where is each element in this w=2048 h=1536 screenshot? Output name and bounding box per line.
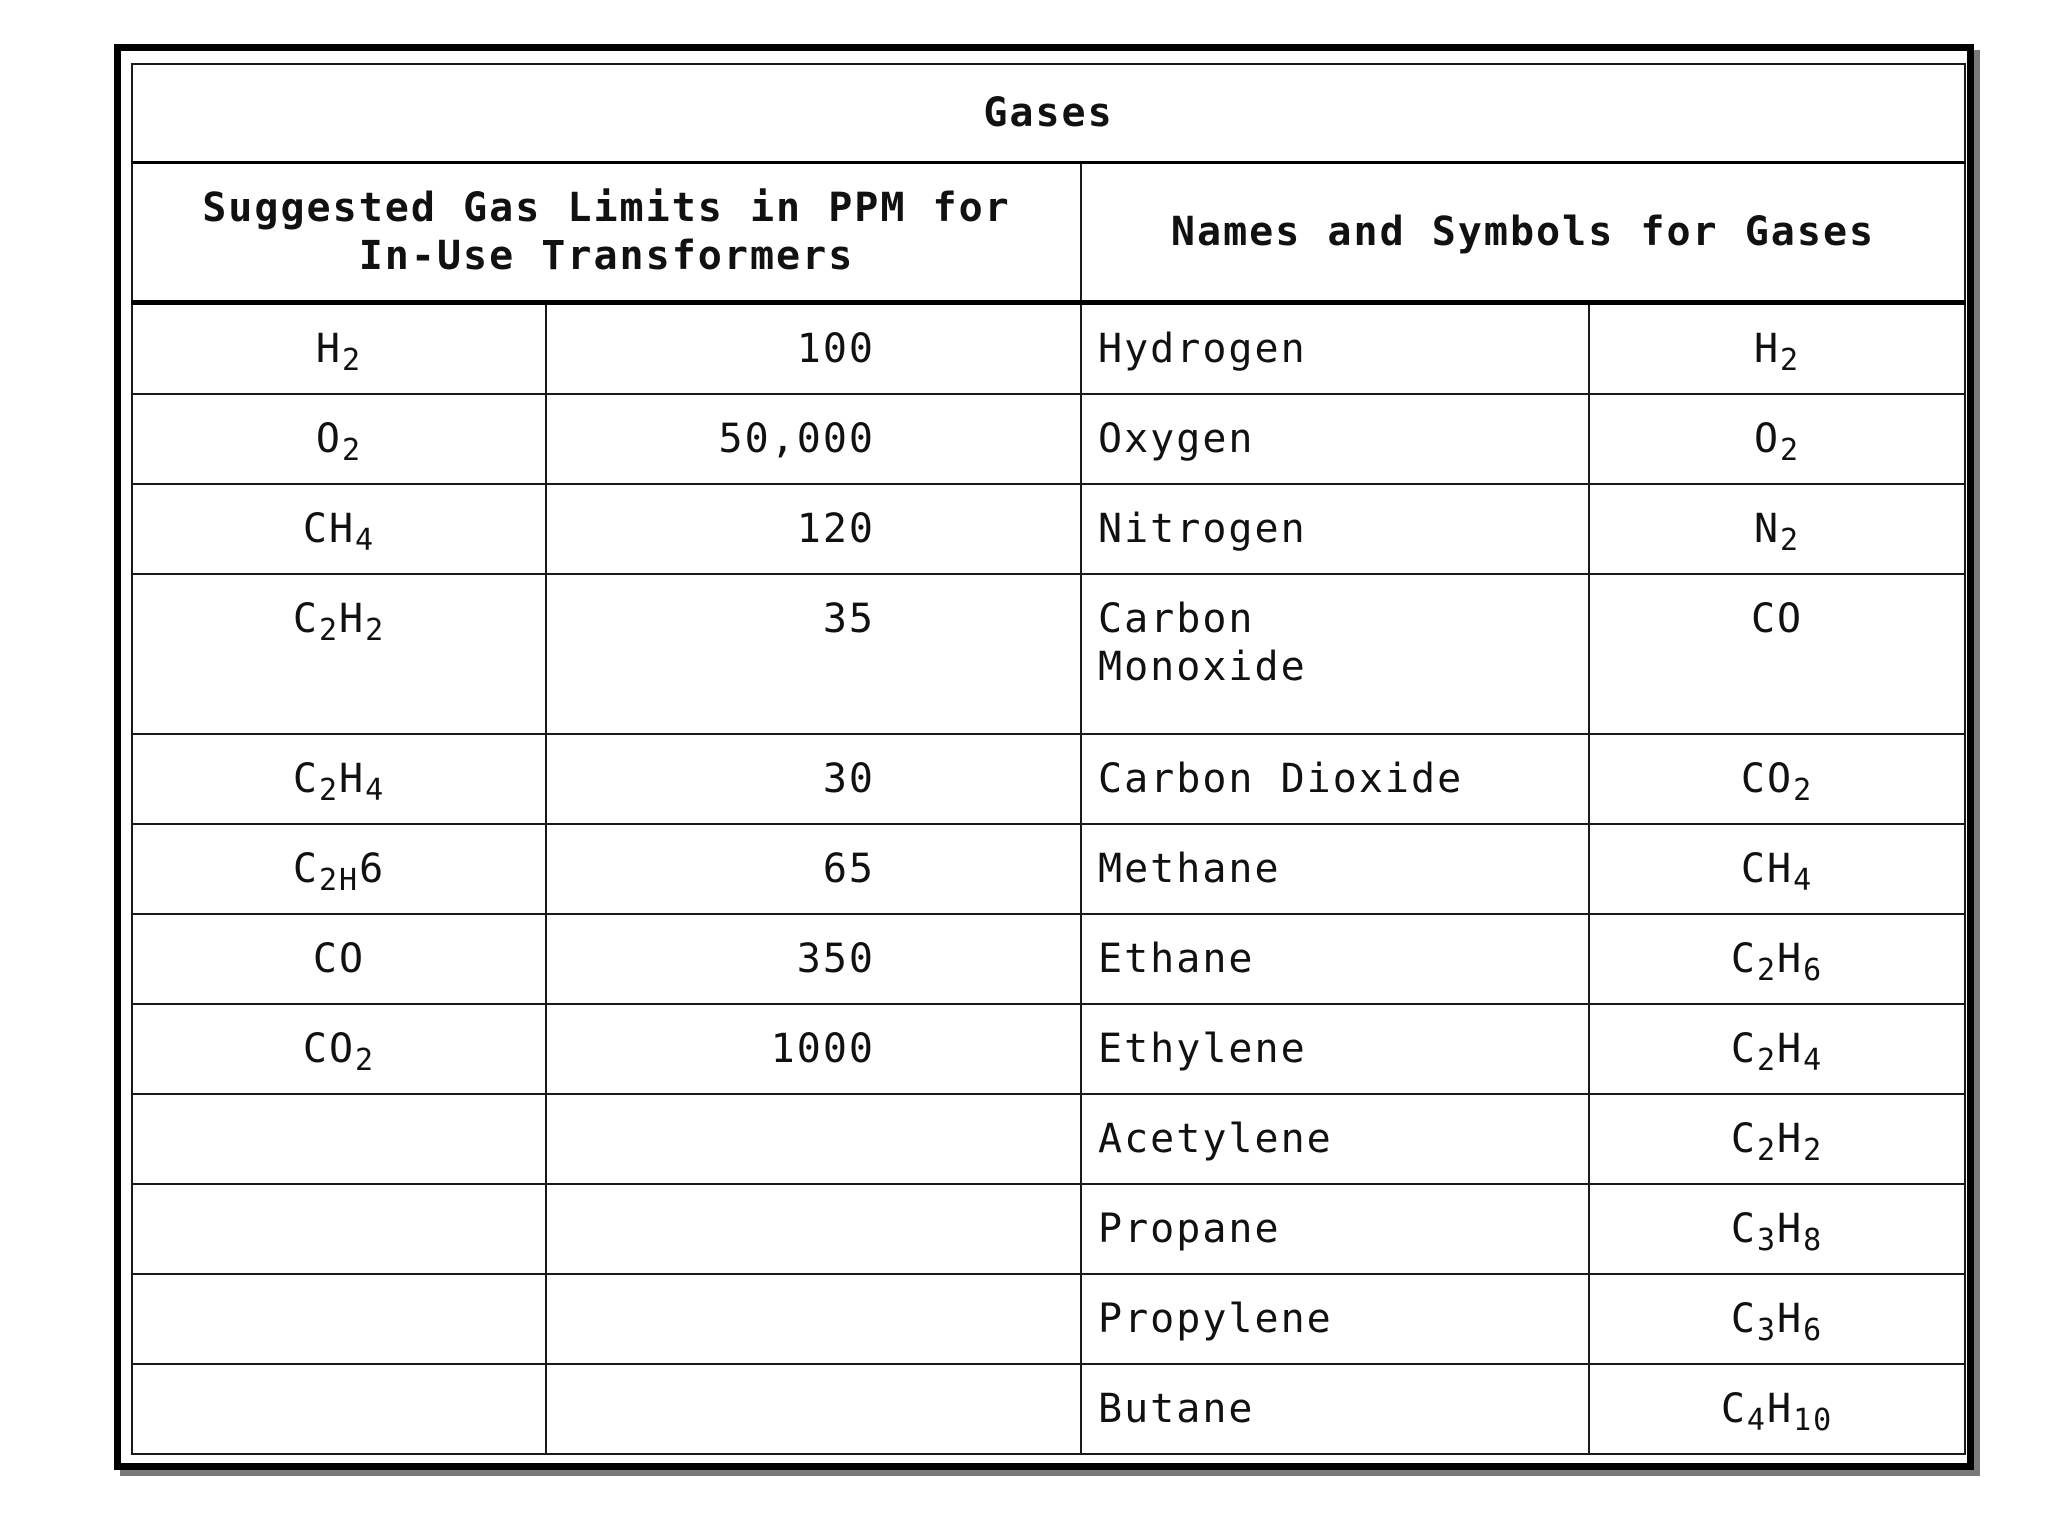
gas-name-cell: Hydrogen [1081, 303, 1589, 395]
gas-symbol-cell [1589, 734, 1965, 824]
gas-name-cell: Nitrogen [1081, 484, 1589, 574]
gas-symbol-cell [1589, 824, 1965, 914]
limits-header: Suggested Gas Limits in PPM for In-Use Transformers [132, 163, 1081, 303]
formula-part: O [1753, 416, 1781, 462]
gas-limit-cell: 100 [546, 303, 1081, 395]
formula-part: 6 [359, 846, 386, 892]
table-row [132, 484, 1965, 574]
formula-part: C [292, 756, 319, 802]
table-row [132, 1094, 1965, 1184]
table-row [132, 1004, 1965, 1094]
formula-part: H [1777, 936, 1804, 982]
gas-symbol-cell [1589, 1004, 1965, 1094]
table-row [132, 1274, 1965, 1364]
formula-subscript: 3 [1756, 1223, 1778, 1258]
names-header: Names and Symbols for Gases [1081, 163, 1965, 303]
gas-formula-cell [132, 914, 546, 1004]
formula-part: H [1777, 1116, 1804, 1162]
formula-part: CO [312, 936, 366, 982]
gas-symbol-cell [1589, 914, 1965, 1004]
formula-part: C [1730, 936, 1757, 982]
formula-part: CH [1740, 846, 1794, 892]
gas-name-cell: Ethane [1081, 914, 1589, 1004]
gas-limit-cell: 350 [546, 914, 1081, 1004]
gas-symbol-cell [1589, 1094, 1965, 1184]
formula-subscript: 4 [1746, 1403, 1767, 1438]
gas-formula-cell [132, 484, 546, 574]
formula-subscript: 2 [365, 613, 386, 648]
gas-symbol-cell [1589, 1274, 1965, 1364]
gas-symbol-cell [1589, 484, 1965, 574]
formula-part: H [339, 756, 366, 802]
gas-limit-cell: 120 [546, 484, 1081, 574]
formula-subscript: 2 [342, 343, 363, 378]
formula-subscript: 2H [318, 863, 360, 898]
gas-symbol-cell [1589, 1184, 1965, 1274]
formula-subscript: 2 [1780, 343, 1801, 378]
gas-formula-cell [132, 1364, 546, 1454]
gas-formula-cell [132, 1004, 546, 1094]
gas-name-cell: Propylene [1081, 1274, 1589, 1364]
table-row [132, 1184, 1965, 1274]
formula-part: H [1777, 1026, 1804, 1072]
gas-formula-cell [132, 1094, 546, 1184]
gas-name-cell: Propane [1081, 1184, 1589, 1274]
gas-formula-cell [132, 394, 546, 484]
title-row [132, 64, 1965, 163]
gas-name-cell: Carbon Dioxide [1081, 734, 1589, 824]
formula-part: CH [302, 506, 356, 552]
formula-part: CO [302, 1026, 356, 1072]
formula-part: C [292, 846, 319, 892]
formula-subscript: 3 [1756, 1313, 1778, 1348]
gas-name-cell: Carbon Monoxide [1081, 574, 1589, 734]
gas-symbol-cell [1589, 303, 1965, 395]
gas-formula-cell [132, 574, 546, 734]
formula-part: C [1730, 1296, 1757, 1342]
table-row [132, 1364, 1965, 1454]
formula-subscript: 8 [1803, 1223, 1824, 1258]
gas-formula-cell [132, 824, 546, 914]
formula-subscript: 2 [318, 613, 339, 648]
gas-limit-cell [546, 1184, 1081, 1274]
formula-subscript: 2 [1756, 953, 1778, 988]
gas-limit-cell: 50,000 [546, 394, 1081, 484]
formula-part: N [1753, 506, 1781, 552]
gas-symbol-cell [1589, 394, 1965, 484]
table-frame [114, 44, 1974, 1470]
formula-subscript: 10 [1793, 1403, 1834, 1438]
formula-part: H [1753, 326, 1781, 372]
formula-subscript: 2 [1780, 523, 1801, 558]
gas-limit-cell [546, 1274, 1081, 1364]
table-row [132, 914, 1965, 1004]
gas-formula-cell [132, 1274, 546, 1364]
formula-part: C [1730, 1026, 1757, 1072]
gas-name-cell: Butane [1081, 1364, 1589, 1454]
gas-limit-cell [546, 1364, 1081, 1454]
formula-subscript: 6 [1803, 953, 1824, 988]
formula-subscript: 6 [1803, 1313, 1824, 1348]
formula-subscript: 2 [355, 1043, 376, 1078]
table-row [132, 303, 1965, 395]
formula-part: H [1777, 1296, 1804, 1342]
formula-part: H [1766, 1386, 1794, 1432]
table-title: Gases [132, 64, 1965, 163]
formula-subscript: 4 [355, 523, 376, 558]
gas-name-cell: Oxygen [1081, 394, 1589, 484]
header-row [132, 163, 1965, 303]
gas-limit-cell: 35 [546, 574, 1081, 734]
formula-part: H [1777, 1206, 1804, 1252]
gas-name-cell: Acetylene [1081, 1094, 1589, 1184]
formula-subscript: 2 [1793, 773, 1814, 808]
formula-part: H [315, 326, 343, 372]
gas-formula-cell [132, 1184, 546, 1274]
formula-subscript: 2 [1756, 1043, 1778, 1078]
formula-subscript: 2 [318, 773, 339, 808]
gas-name-cell: Methane [1081, 824, 1589, 914]
gases-table [131, 63, 1966, 1455]
formula-subscript: 2 [1780, 433, 1801, 468]
gas-symbol-cell [1589, 1364, 1965, 1454]
formula-part: C [1720, 1386, 1747, 1432]
table-row [132, 824, 1965, 914]
formula-part: C [292, 596, 319, 642]
gas-symbol-cell [1589, 574, 1965, 734]
gas-limit-cell [546, 1094, 1081, 1184]
gas-limit-cell: 1000 [546, 1004, 1081, 1094]
formula-part: CO [1740, 756, 1794, 802]
formula-part: O [315, 416, 343, 462]
table-row [132, 734, 1965, 824]
formula-subscript: 4 [1793, 863, 1814, 898]
gas-formula-cell [132, 303, 546, 395]
table-row [132, 394, 1965, 484]
gas-limit-cell: 65 [546, 824, 1081, 914]
formula-subscript: 2 [1756, 1133, 1778, 1168]
gas-limit-cell: 30 [546, 734, 1081, 824]
formula-subscript: 4 [1803, 1043, 1824, 1078]
gas-formula-cell [132, 734, 546, 824]
formula-subscript: 2 [1803, 1133, 1824, 1168]
formula-subscript: 4 [365, 773, 386, 808]
formula-part: C [1730, 1206, 1757, 1252]
formula-subscript: 2 [342, 433, 363, 468]
table-row [132, 574, 1965, 734]
formula-part: CO [1750, 596, 1804, 642]
gas-name-cell: Ethylene [1081, 1004, 1589, 1094]
formula-part: H [339, 596, 366, 642]
formula-part: C [1730, 1116, 1757, 1162]
